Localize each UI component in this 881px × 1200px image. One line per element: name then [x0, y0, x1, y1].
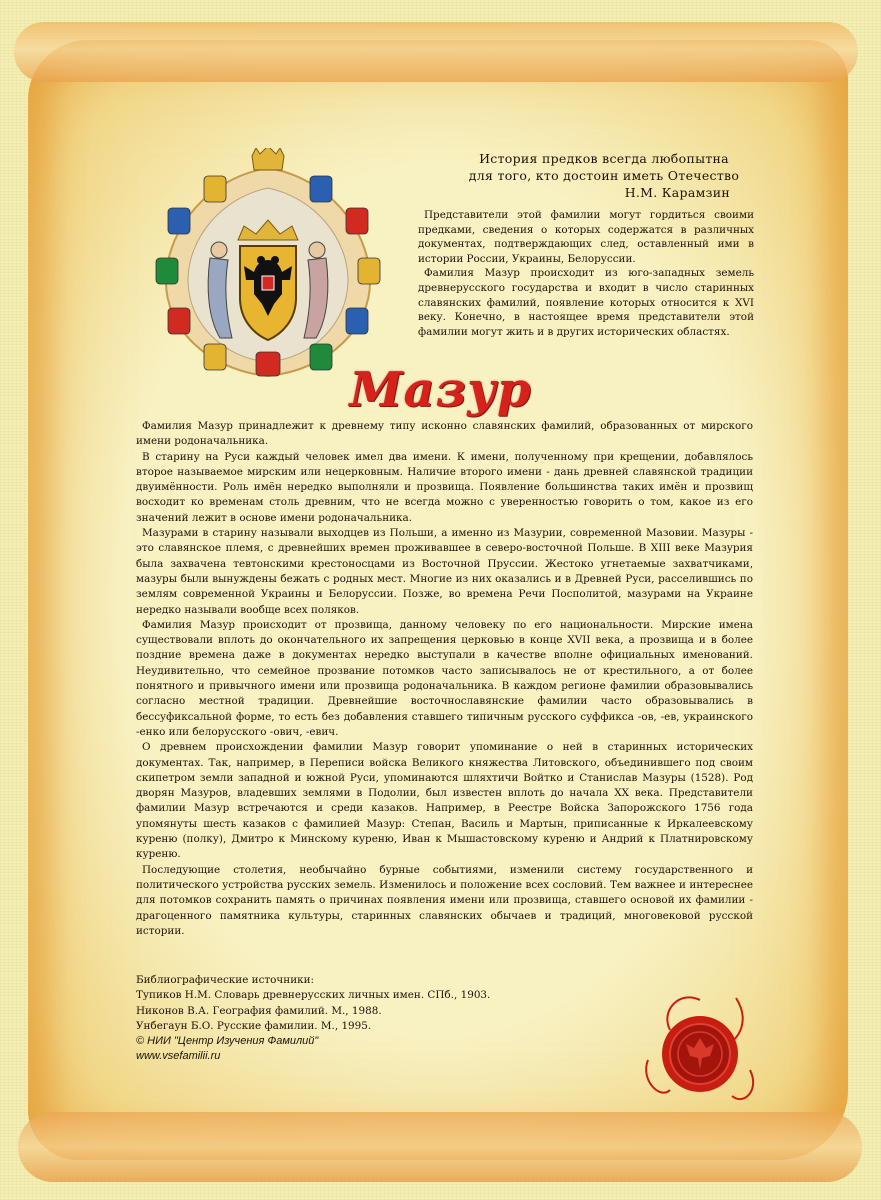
main-text	[136, 419, 753, 939]
epigraph-author: Н.М. Карамзин	[624, 185, 730, 200]
surname-title: Мазур	[349, 362, 532, 418]
website-link[interactable]: www.vsefamilii.ru	[136, 1050, 221, 1063]
body-paragraph: Мазурами в старину называли выходцев из Польши, а именно из Мазурии, современной Мазовии. Мазуры - это славянское племя, с древнейших времен проживавшее в северо-восточной Польше. В XIII веке Мазурия была захвачена тевтонскими крестоносцами из Восточной Пруссии. Жестоко угнетаемые захватчиками, мазуры были вынуждены бежать с родных мест. Многие из них оказались и в Древней Руси, расселившись по землям современной Украины и Белоруссии. Позже, во времена Речи Посполитой, мазурами на Украине нередко называли вообще всех поляков.	[136, 527, 753, 616]
epigraph-line-2: для того, кто достоин иметь Отечество	[468, 168, 740, 183]
body-paragraph: Фамилия Мазур принадлежит к древнему типу исконно славянских фамилий, образованных от мирского имени родоначальника.	[136, 420, 753, 448]
epigraph-line-1: История предков всегда любопытна	[479, 151, 729, 166]
bibliography	[136, 973, 596, 1065]
body-paragraph: Фамилия Мазур происходит от прозвища, данному человеку по его национальности. Мирские имена существовали вплоть до окончательного их запрещения церковью в конце XVII века, а прозвища и в более поздние времена даже в документах нередко выступали в качестве вполне официальных именований. Неудивительно, что семейное прозвание потомков часто записывалось не от крестильного, а от более понятного и привычного имени или прозвища родоначальника. В каждом регионе фамилии образовывались согласно местной традиции. Древнейшие восточнославянские фамилии часто образовывались в бессуфиксальной форме, то есть без добавления ставшего типичным русского суффикса -ов, -ев, украинского -енко или белорусского -ович, -евич.	[136, 618, 753, 738]
bibliography-heading: Библиографические источники:	[136, 974, 315, 986]
intro-text	[418, 208, 754, 339]
body-paragraph: Последующие столетия, необычайно бурные событиями, изменили систему государственного и политического устройства русских земель. Изменилось и положение всех сословий. Тем важнее и интереснее для потомков сохранить память о причинах появления имени или прозвища, ставшего основой их фамилии - драгоценного памятника культуры, старинных славянских обычаев и традиций, многовековой русской истории.	[136, 863, 753, 937]
bibliography-item: Никонов В.А. География фамилий. М., 1988.	[136, 1004, 382, 1017]
body-paragraph: О древнем происхождении фамилии Мазур говорит упоминание о ней в старинных исторических документах. Так, например, в Переписи войска Великого княжества Литовского, объединившего под своим скипетром земли западной и южной Руси, упоминаются шляхтичи Войтко и Станислав Мазуры (1528). Род дворян Мазуров, владевших землями в Подолии, был известен вплоть до начала XX века. Представители фамилии Мазур встречаются и среди казаков. Например, в Реестре Войска Запорожского 1756 года упомянуты шесть казаков с фамилией Мазур: Степан, Василь и Мартын, приписанные к Иркалеевскому куреню (полку), Дмитро к Минскому куреню, Иван к Мышастовскому куреню и Андрий к Платнировскому куреню.	[136, 741, 753, 861]
wax-seal-icon	[640, 990, 760, 1110]
coat-of-arms-icon	[148, 148, 388, 380]
epigraph	[448, 150, 760, 201]
bibliography-item: Унбегаун Б.О. Русские фамилии. М., 1995.	[136, 1019, 372, 1032]
bibliography-item: Тупиков Н.М. Словарь древнерусских личных имен. СПб., 1903.	[136, 989, 491, 1002]
intro-paragraph: Фамилия Мазур происходит из юго-западных земель древнерусского государства и входит в число старинных славянских фамилий, появление которых относится к XVI веку. Конечно, в настоящее время представители этой фамилии могут жить и в других исторических областях.	[418, 267, 754, 338]
copyright-notice: © НИИ "Центр Изучения Фамилий"	[136, 1035, 319, 1048]
body-paragraph: В старину на Руси каждый человек имел два имени. К имени, полученному при крещении, добавлялось второе называемое мирским или нецерковным. Наличие второго имени - дань древней славянской традиции двуимённости. Роль имён нередко выполняли и прозвища. Появление большинства таких имён и прозвищ восходит ко временам столь древним, что не всегда можно с уверенностью говорить о том, какое из его значений лежит в основе имени родоначальника.	[136, 450, 753, 524]
intro-paragraph: Представители этой фамилии могут гордиться своими предками, сведения о которых содержатся в различных документах, подтверждающих след, оставленный ими в истории России, Украины, Белоруссии.	[418, 209, 754, 265]
